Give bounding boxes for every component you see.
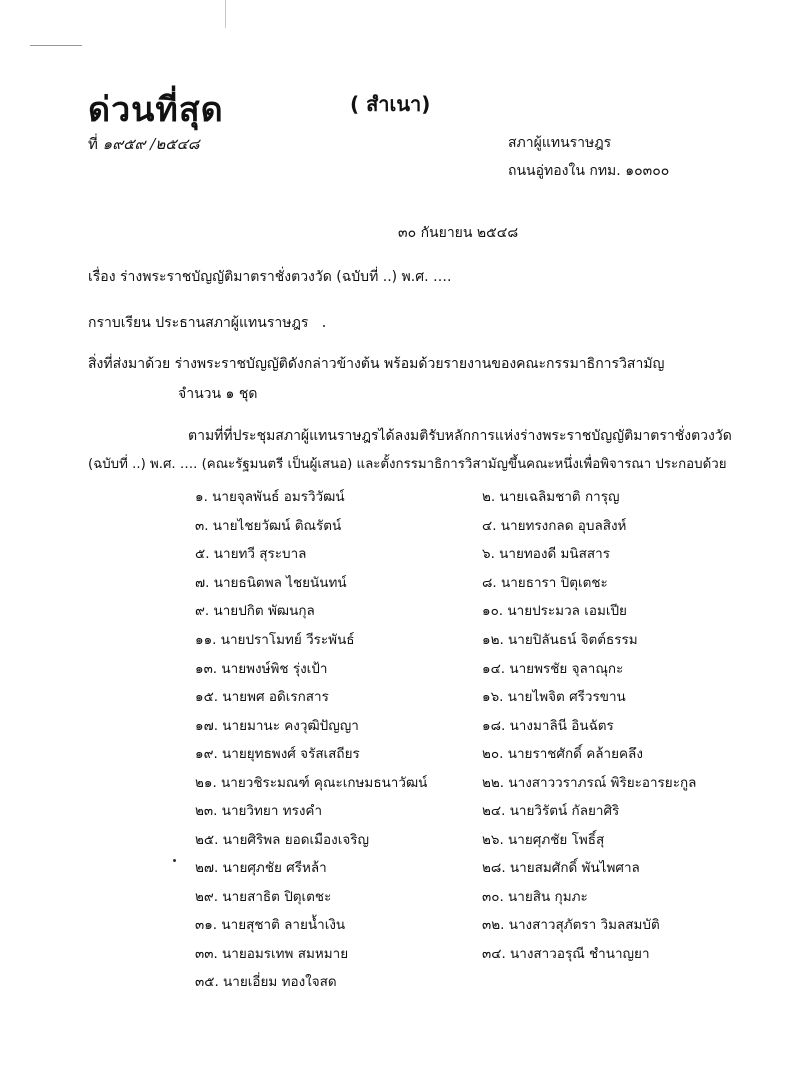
member-item: ๑๘. นางมาลินี อินฉัตร <box>482 718 614 734</box>
member-item: ๑. นายจุลพันธ์ อมรวิวัฒน์ <box>195 489 345 505</box>
member-item: ๒๒. นางสาววราภรณ์ พิริยะอารยะกูล <box>482 775 697 791</box>
member-item: ๓๒. นางสาวสุภัตรา วิมลสมบัติ <box>482 917 660 933</box>
member-item: ๑๓. นายพงษ์พิช รุ่งเป้า <box>195 661 328 677</box>
member-item: ๓. นายไชยวัฒน์ ติณรัตน์ <box>195 518 342 534</box>
member-item: ๑๔. นายพรชัย จุลาณุกะ <box>482 661 624 677</box>
member-item: ๑๙. นายยุทธพงศ์ จรัสเสถียร <box>195 746 360 762</box>
member-item: ๑๑. นายปราโมทย์ วีระพันธ์ <box>195 632 355 648</box>
doc-number-prefix: ที่ <box>88 135 98 153</box>
member-item: ๒๙. นายสาธิต ปิตุเตชะ <box>195 889 332 905</box>
member-item: ๑๗. นายมานะ คงวุฒิปัญญา <box>195 718 359 734</box>
member-item: ๔. นายทรงกลด อุบลสิงห์ <box>482 518 627 534</box>
member-item: ๖. นายทองดี มนิสสาร <box>482 546 610 562</box>
letter-subject: เรื่อง ร่างพระราชบัญญัติมาตราชั่งตวงวัด (ฉบับที่ ..) พ.ศ. …. <box>88 269 452 285</box>
copy-marker: ( สำเนา) <box>350 92 431 116</box>
member-item: ๒๘. นายสมศักดิ์ พันไพศาล <box>482 860 640 876</box>
member-item: ๒๑. นายวชิระมณฑ์ คุณะเกษมธนาวัฒน์ <box>195 775 428 791</box>
scan-speck <box>173 859 176 862</box>
sender-organization: สภาผู้แทนราษฎร <box>508 135 612 151</box>
letter-salutation: กราบเรียน ประธานสภาผู้แทนราษฎร <box>88 315 309 331</box>
member-item: ๒๐. นายราชศักดิ์ คล้ายคลึง <box>482 746 643 762</box>
doc-number-handwritten: ๑๙๕๙ /๒๕๔๘ <box>102 135 200 153</box>
member-item: ๒๕. นายศิริพล ยอดเมืองเจริญ <box>195 832 369 848</box>
scan-border-line <box>225 0 226 28</box>
member-item: ๒. นายเฉลิมชาติ การุญ <box>482 489 620 505</box>
member-item: ๓๔. นางสาวอรุณี ชำนาญยา <box>482 946 650 962</box>
scan-dash-mark <box>30 45 82 46</box>
urgency-heading: ด่วนที่สุด <box>88 90 224 130</box>
body-paragraph-line-1: ตามที่ที่ประชุมสภาผู้แทนราษฎรได้ลงมติรับหลักการแห่งร่างพระราชบัญญัติมาตราชั่งตวงวัด <box>188 428 732 444</box>
member-item: ๒๓. นายวิทยา ทรงคำ <box>195 803 323 819</box>
member-item: ๓๕. นายเอี่ยม ทองใจสด <box>195 974 337 990</box>
letter-enclosure: สิ่งที่ส่งมาด้วย ร่างพระราชบัญญัติดังกล่าวข้างต้น พร้อมด้วยรายงานของคณะกรรมาธิการวิสามัญ <box>88 356 665 372</box>
member-item: ๘. นายธารา ปิตุเตชะ <box>482 575 608 591</box>
scan-speck <box>323 325 325 327</box>
member-item: ๙. นายปกิต พัฒนกุล <box>195 603 315 619</box>
member-item: ๑๕. นายพศ อดิเรกสาร <box>195 689 329 705</box>
member-item: ๒๖. นายศุภชัย โพธิ์สุ <box>482 832 605 848</box>
member-item: ๑๖. นายไพจิต ศรีวรขาน <box>482 689 626 705</box>
member-item: ๓๑. นายสุชาติ ลายน้ำเงิน <box>195 917 346 933</box>
body-paragraph-line-2: (ฉบับที่ ..) พ.ศ. …. (คณะรัฐมนตรี เป็นผู้เสนอ) และตั้งกรรมาธิการวิสามัญขึ้นคณะหนึ่งเพื่อพิจารณา ประกอบด้วย <box>88 457 727 472</box>
member-item: ๓๓. นายอมรเทพ สมหมาย <box>195 946 349 962</box>
sender-address: ถนนอู่ทองใน กทม. ๑๐๓๐๐ <box>508 163 670 179</box>
member-item: ๒๔. นายวิรัตน์ กัลยาศิริ <box>482 803 620 819</box>
member-item: ๒๗. นายศุภชัย ศรีหล้า <box>195 860 327 876</box>
member-item: ๑๐. นายประมวล เอมเปีย <box>482 603 627 619</box>
member-item: ๓๐. นายสิน กุมภะ <box>482 889 588 905</box>
member-item: ๗. นายธนิตพล ไชยนันทน์ <box>195 575 347 591</box>
member-item: ๑๒. นายปิลันธน์ จิตต์ธรรม <box>482 632 638 648</box>
member-item: ๕. นายทวี สุระบาล <box>195 546 307 562</box>
letter-date: ๓๐ กันยายน ๒๕๔๘ <box>398 225 519 241</box>
enclosure-quantity: จำนวน ๑ ชุด <box>178 386 258 402</box>
document-number <box>88 132 200 156</box>
